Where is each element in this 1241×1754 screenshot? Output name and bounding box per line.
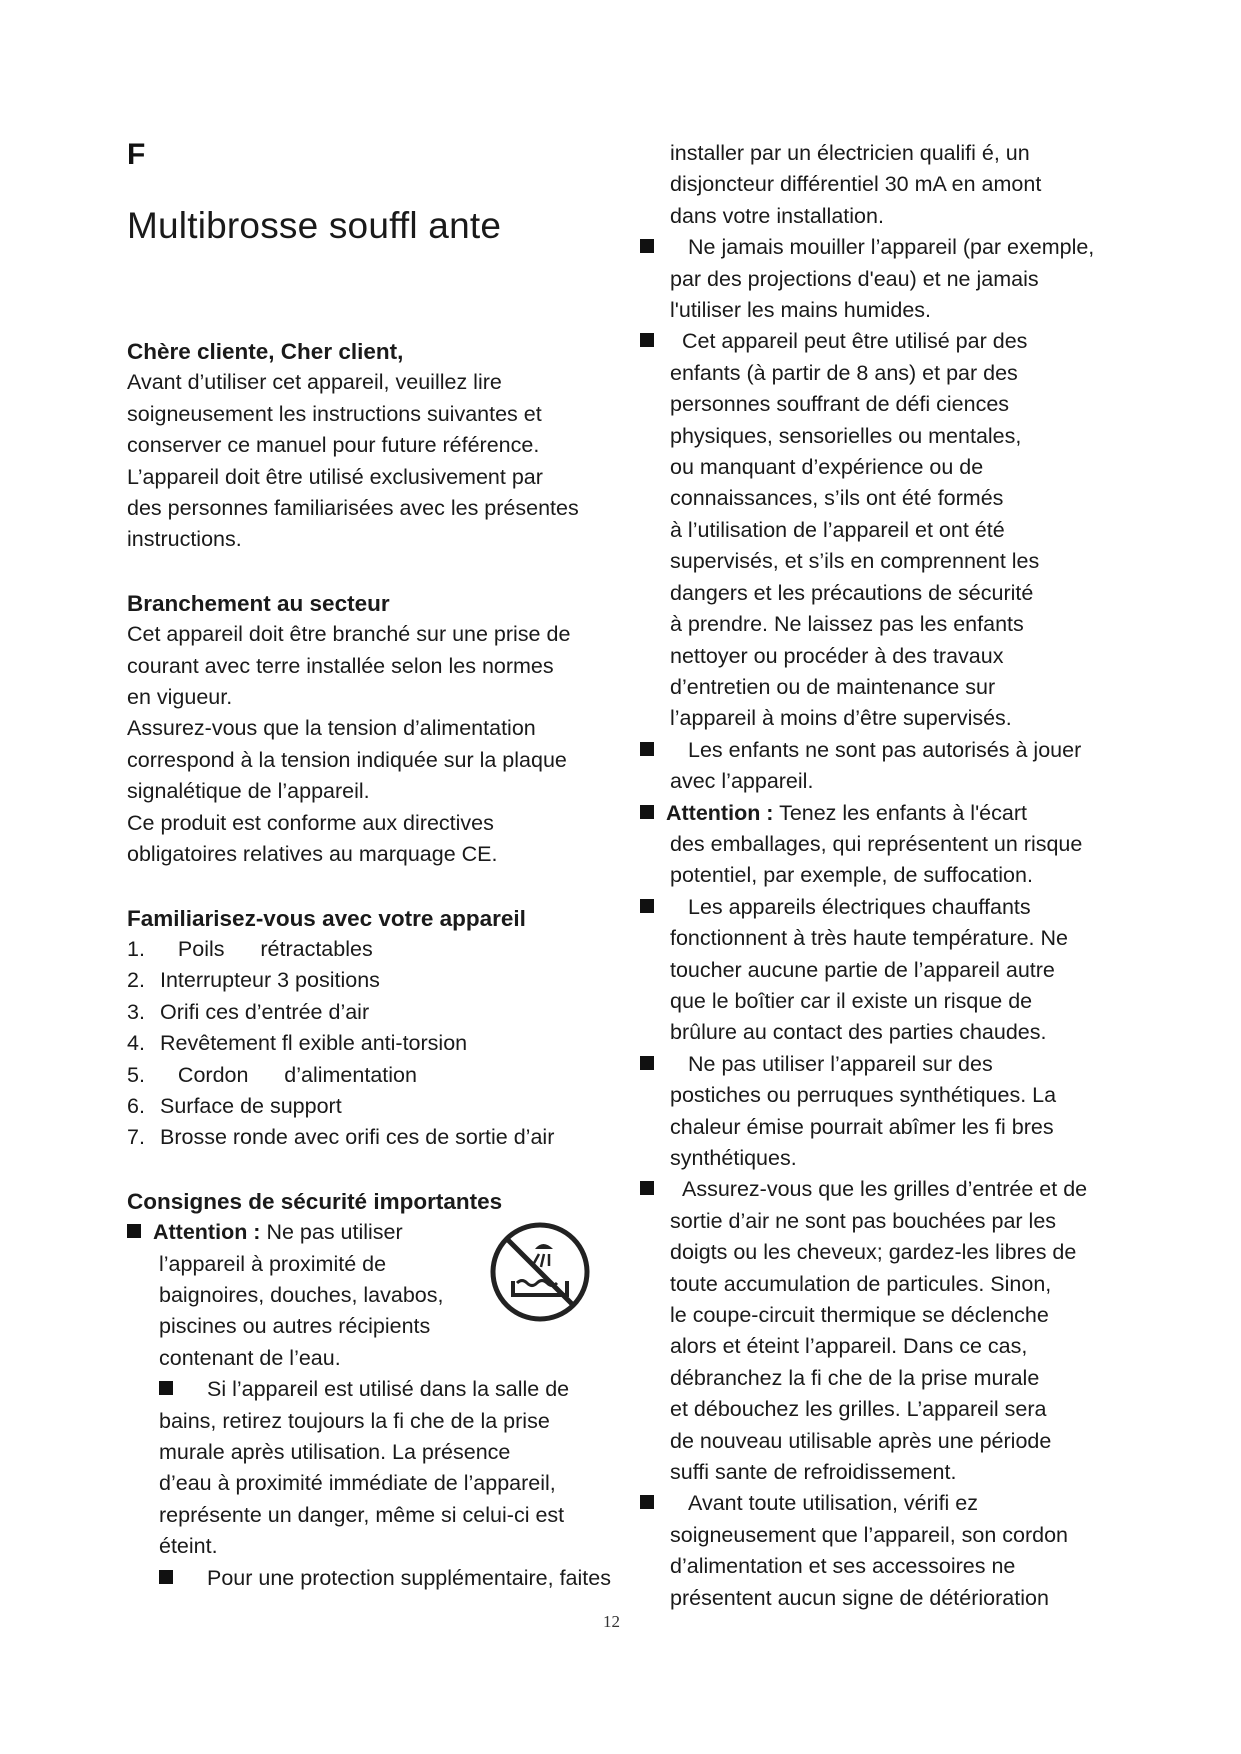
check-line: d’alimentation et ses accessoires ne (670, 1554, 1016, 1579)
intro-line: conserver ce manuel pour future référence. (127, 433, 540, 458)
parts-heading: Familiarisez-vous avec votre appareil (127, 905, 526, 931)
square-bullet-icon (640, 1056, 654, 1070)
wet-line: l'utiliser les mains humides. (670, 298, 932, 323)
square-bullet-icon (159, 1570, 173, 1584)
grilles-line: le coupe-circuit thermique se déclenche (670, 1303, 1049, 1328)
bathroom-item: Si l’appareil est utilisé dans la salle de (127, 1374, 647, 1405)
children-item: Cet appareil peut être utilisé par des (670, 326, 1190, 357)
grilles-line: sortie d’air ne sont pas bouchées par les (670, 1208, 1057, 1233)
bathroom-line: représente un danger, même si celui-ci est (159, 1502, 565, 1527)
wet-item: Ne jamais mouiller l’appareil (par exemple, (670, 232, 1190, 263)
bathroom-line: murale après utilisation. La présence (159, 1440, 511, 1464)
hot-line: que le boîtier car il existe un risque de (670, 988, 1033, 1013)
no-water-bath-icon (487, 1219, 593, 1325)
grilles-line: toute accumulation de particules. Sinon, (670, 1271, 1052, 1296)
grilles-line: débranchez la fi che de la prise murale (670, 1365, 1040, 1390)
hot-line: toucher aucune partie de l’appareil autre (670, 957, 1055, 982)
attention-label: Attention : (666, 800, 774, 825)
mains-line: obligatoires relatives au marquage CE. (127, 842, 498, 867)
hot-line: fonctionnent à très haute température. Ne (670, 926, 1068, 951)
grilles-line: alors et éteint l’appareil. Dans ce cas, (670, 1334, 1028, 1359)
square-bullet-icon (640, 805, 654, 819)
children-line: enfants (à partir de 8 ans) et par des (670, 360, 1018, 385)
attention-item: Attention : Ne pas utiliser (127, 1217, 647, 1248)
list-item: 1. Poils rétractables (127, 936, 373, 961)
grilles-line: et débouchez les grilles. L’appareil sera (670, 1397, 1047, 1422)
protection-line: installer par un électricien qualifi é, un (670, 141, 1030, 165)
check-item: Avant toute utilisation, vérifi ez (670, 1488, 1190, 1519)
attention-line: l’appareil à proximité de (159, 1251, 387, 1276)
mains-line: Cet appareil doit être branché sur une prise de (127, 622, 571, 647)
protection-line: disjoncteur différentiel 30 mA en amont (670, 172, 1042, 197)
language-code: F (127, 138, 146, 171)
square-bullet-icon (640, 1181, 654, 1195)
grilles-line: suffi sante de refroidissement. (670, 1460, 957, 1485)
check-line: soigneusement que l’appareil, son cordon (670, 1522, 1069, 1547)
mains-line: Ce produit est conforme aux directives (127, 810, 494, 835)
grilles-line: de nouveau utilisable après une période (670, 1428, 1052, 1453)
parts-list (127, 934, 647, 1154)
play-item: Les enfants ne sont pas autorisés à jouer (670, 735, 1190, 766)
intro-line: instructions. (127, 527, 242, 552)
list-item: 5. Cordon d’alimentation (127, 1062, 417, 1087)
children-line: supervisés, et s’ils en comprennent les (670, 549, 1040, 574)
wet-line: par des projections d'eau) et ne jamais (670, 266, 1039, 291)
intro-line: Avant d’utiliser cet appareil, veuillez lire (127, 370, 502, 395)
wigs-line: postiches ou perruques synthétiques. La (670, 1083, 1057, 1108)
children-line: personnes souffrant de défi ciences (670, 392, 1010, 417)
page-number: 12 (603, 1612, 620, 1631)
protection-line: dans votre installation. (670, 203, 884, 228)
protection-item: Pour une protection supplémentaire, faites (127, 1563, 647, 1594)
spacer (127, 1154, 647, 1186)
list-item: 7. Brosse ronde avec orifi ces de sortie d’air (127, 1125, 555, 1150)
mains-line: correspond à la tension indiquée sur la plaque (127, 747, 567, 772)
packaging-line: potentiel, par exemple, de suffocation. (670, 863, 1033, 888)
square-bullet-icon (640, 899, 654, 913)
children-line: à l’utilisation de l’appareil et ont été (670, 517, 1005, 542)
children-line: nettoyer ou procéder à des travaux (670, 643, 1004, 668)
bathroom-line: éteint. (159, 1534, 218, 1559)
spacer (127, 556, 647, 588)
children-line: dangers et les précautions de sécurité (670, 580, 1034, 605)
wigs-line: chaleur émise pourrait abîmer les fi bres (670, 1114, 1054, 1139)
spacer (127, 871, 647, 903)
hot-line: brûlure au contact des parties chaudes. (670, 1020, 1047, 1045)
list-item: 3. Orifi ces d’entrée d’air (127, 999, 370, 1024)
wigs-line: synthétiques. (670, 1146, 797, 1170)
square-bullet-icon (640, 1495, 654, 1509)
attention-line: baignoires, douches, lavabos, (159, 1282, 444, 1307)
mains-line: Assurez-vous que la tension d’alimentation (127, 716, 536, 741)
page-title: Multibrosse souffl ante (127, 205, 502, 246)
intro-line: des personnes familiarisées avec les présentes (127, 496, 579, 521)
mains-line: en vigueur. (127, 685, 233, 710)
intro-line: L’appareil doit être utilisé exclusivement par (127, 464, 543, 489)
attention-line: contenant de l’eau. (159, 1345, 341, 1370)
children-line: l’appareil à moins d’être supervisés. (670, 706, 1012, 731)
children-line: ou manquant d’expérience ou de (670, 455, 984, 480)
children-line: d’entretien ou de maintenance sur (670, 674, 996, 699)
mains-line: courant avec terre installée selon les normes (127, 653, 554, 678)
intro-line: soigneusement les instructions suivantes et (127, 401, 542, 426)
grilles-item: Assurez-vous que les grilles d’entrée et de (670, 1174, 1190, 1205)
mains-heading: Branchement au secteur (127, 590, 390, 616)
left-column (127, 336, 647, 1594)
list-item: 4. Revêtement fl exible anti-torsion (127, 1031, 468, 1056)
square-bullet-icon (127, 1224, 141, 1238)
attention-item: Attention : Tenez les enfants à l'écart (640, 798, 1190, 829)
safety-heading: Consignes de sécurité importantes (127, 1188, 503, 1214)
hot-item: Les appareils électriques chauffants (670, 892, 1190, 923)
grilles-line: doigts ou les cheveux; gardez-les libres de (670, 1240, 1077, 1265)
square-bullet-icon (640, 742, 654, 756)
packaging-line: des emballages, qui représentent un risque (670, 831, 1083, 856)
square-bullet-icon (640, 333, 654, 347)
attention-line: piscines ou autres récipients (159, 1314, 431, 1339)
square-bullet-icon (159, 1381, 173, 1395)
bathroom-line: d’eau à proximité immédiate de l’appareil, (159, 1471, 556, 1496)
right-column (666, 138, 1190, 1614)
attention-label: Attention : (153, 1220, 261, 1245)
mains-line: signalétique de l’appareil. (127, 779, 370, 804)
wigs-item: Ne pas utiliser l’appareil sur des (670, 1049, 1190, 1080)
check-line: présentent aucun signe de détérioration (670, 1585, 1049, 1610)
play-line: avec l’appareil. (670, 769, 814, 794)
bathroom-line: bains, retirez toujours la fi che de la prise (159, 1408, 550, 1433)
list-item: 2. Interrupteur 3 positions (127, 968, 380, 993)
list-item: 6. Surface de support (127, 1093, 342, 1118)
intro-heading: Chère cliente, Cher client, (127, 339, 404, 364)
children-line: à prendre. Ne laissez pas les enfants (670, 612, 1024, 637)
children-line: connaissances, s’ils ont été formés (670, 486, 1004, 511)
children-line: physiques, sensorielles ou mentales, (670, 423, 1022, 448)
square-bullet-icon (640, 239, 654, 253)
